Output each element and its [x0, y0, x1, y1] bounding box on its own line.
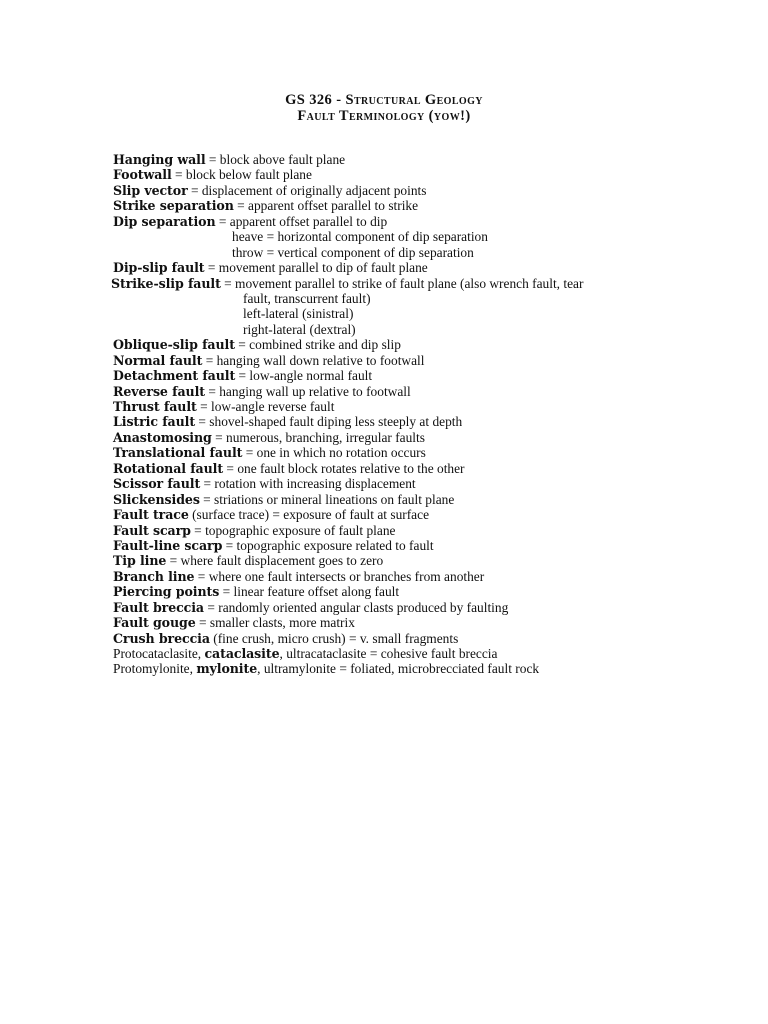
glossary-entry-rotational-fault	[113, 461, 753, 476]
glossary-entry-reverse-fault	[113, 384, 753, 399]
glossary-entry-scissor-fault	[113, 476, 753, 491]
definition: = where one fault intersects or branches from another	[194, 568, 485, 584]
glossary-entry-footwall	[113, 167, 753, 182]
term: Scissor fault	[113, 476, 201, 492]
definition: = low-angle normal fault	[235, 368, 373, 384]
definition: = apparent offset parallel to strike	[233, 198, 419, 214]
definition: = movement parallel to strike of fault plane (also wrench fault, tear	[220, 275, 584, 291]
glossary-entry-fault-line-scarp	[113, 538, 753, 553]
term: Fault breccia	[113, 599, 204, 615]
definition: = displacement of originally adjacent points	[187, 182, 427, 198]
definition: = hanging wall up relative to footwall	[204, 383, 411, 399]
glossary-entry-anastomosing	[113, 430, 753, 445]
definition: = numerous, branching, irregular faults	[211, 429, 425, 445]
term: Piercing points	[113, 584, 220, 600]
term: Tip line	[113, 553, 167, 569]
definition: = apparent offset parallel to dip	[215, 213, 388, 229]
term: Thrust fault	[113, 399, 197, 414]
term: Detachment fault	[113, 368, 236, 384]
glossary-entry-strike-separation	[113, 198, 753, 213]
definition: = topographic exposure related to fault	[222, 537, 434, 553]
definition: = smaller clasts, more matrix	[195, 615, 355, 631]
definition: = linear feature offset along fault	[219, 584, 400, 600]
term: Dip separation	[113, 213, 216, 229]
glossary-subentry-throw: throw = vertical component of dip separation	[232, 244, 474, 260]
term: Footwall	[113, 167, 172, 183]
glossary-entry-slickensides	[113, 492, 753, 507]
definition: = movement parallel to dip of fault plane	[204, 260, 428, 276]
definition: (fine crush, micro crush) = v. small fragments	[209, 630, 459, 646]
term: Anastomosing	[113, 429, 212, 445]
definition: (surface trace) = exposure of fault at surface	[188, 507, 430, 523]
glossary-entry-piercing-points	[113, 584, 753, 599]
document-subtitle: Fault Terminology (yow!)	[297, 108, 471, 124]
term: Strike-slip fault	[111, 275, 221, 291]
term: Fault-line scarp	[113, 537, 223, 553]
glossary-subentry-right-lateral: right-lateral (dextral)	[243, 321, 356, 337]
term: Slickensides	[113, 491, 200, 507]
definition: = low-angle reverse fault	[196, 399, 335, 414]
glossary-entry-hanging-wall	[113, 152, 753, 167]
term: Dip-slip fault	[113, 260, 205, 276]
definition: = hanging wall down relative to footwall	[202, 352, 425, 368]
term: Slip vector	[113, 182, 188, 198]
glossary-entry-dip-slip-fault	[113, 260, 753, 275]
definition: = shovel-shaped fault diping less steeply at depth	[195, 414, 463, 430]
term: Fault scarp	[113, 522, 191, 538]
glossary-continuation: fault, transcurrent fault)	[243, 290, 371, 306]
glossary-list	[113, 152, 753, 677]
glossary-entry-fault-breccia	[113, 600, 753, 615]
term: Strike separation	[113, 198, 234, 214]
definition: , ultracataclasite = cohesive fault breccia	[279, 646, 498, 661]
term: Oblique-slip fault	[113, 337, 235, 353]
term: Branch line	[113, 568, 195, 584]
definition: = topographic exposure of fault plane	[190, 522, 396, 538]
term-prefix: Protocataclasite,	[113, 646, 205, 661]
glossary-entry-normal-fault	[113, 353, 753, 368]
definition: = one fault block rotates relative to the other	[223, 460, 465, 476]
glossary-entry-translational-fault	[113, 445, 753, 460]
glossary-entry-crush-breccia	[113, 631, 753, 646]
definition: = block below fault plane	[171, 167, 312, 183]
term: Crush breccia	[113, 630, 210, 646]
definition: = where fault displacement goes to zero	[166, 553, 384, 569]
glossary-entry-fault-trace	[113, 507, 753, 522]
term: Translational fault	[113, 445, 243, 461]
term: Rotational fault	[113, 460, 224, 476]
glossary-entry-mylonite	[113, 661, 753, 676]
term: Fault trace	[113, 507, 189, 523]
glossary-entry-strike-slip-fault	[111, 276, 753, 291]
definition: = randomly oriented angular clasts produced by faulting	[204, 599, 509, 615]
term: Hanging wall	[113, 152, 206, 167]
course-title	[0, 92, 768, 108]
glossary-entry-tip-line	[113, 553, 753, 568]
term: Normal fault	[113, 352, 203, 368]
definition: = combined strike and dip slip	[234, 337, 401, 353]
glossary-entry-fault-gouge	[113, 615, 753, 630]
glossary-entry-cataclasite	[113, 646, 753, 661]
term: Fault gouge	[113, 615, 196, 631]
definition: = block above fault plane	[205, 152, 346, 167]
term: Listric fault	[113, 414, 196, 430]
term: cataclasite	[204, 646, 280, 661]
glossary-entry-dip-separation	[113, 214, 753, 229]
glossary-entry-fault-scarp	[113, 523, 753, 538]
glossary-subentry-heave: heave = horizontal component of dip separation	[232, 229, 488, 245]
definition: , ultramylonite = foliated, microbrecciated fault rock	[257, 661, 540, 677]
glossary-entry-detachment-fault	[113, 368, 753, 383]
term: Reverse fault	[113, 383, 205, 399]
definition: = striations or mineral lineations on fault plane	[199, 491, 455, 507]
glossary-subentry-left-lateral: left-lateral (sinistral)	[243, 306, 354, 322]
course-code: GS 326 -	[285, 92, 346, 108]
glossary-entry-branch-line	[113, 569, 753, 584]
glossary-entry-oblique-slip-fault	[113, 337, 753, 352]
term: mylonite	[196, 661, 258, 677]
glossary-entry-thrust-fault	[113, 399, 753, 414]
glossary-entry-listric-fault	[113, 414, 753, 429]
definition: = one in which no rotation occurs	[242, 445, 426, 461]
course-name: Structural Geology	[345, 92, 483, 108]
glossary-entry-slip-vector	[113, 183, 753, 198]
definition: = rotation with increasing displacement	[200, 476, 416, 492]
term-prefix: Protomylonite,	[113, 661, 197, 677]
